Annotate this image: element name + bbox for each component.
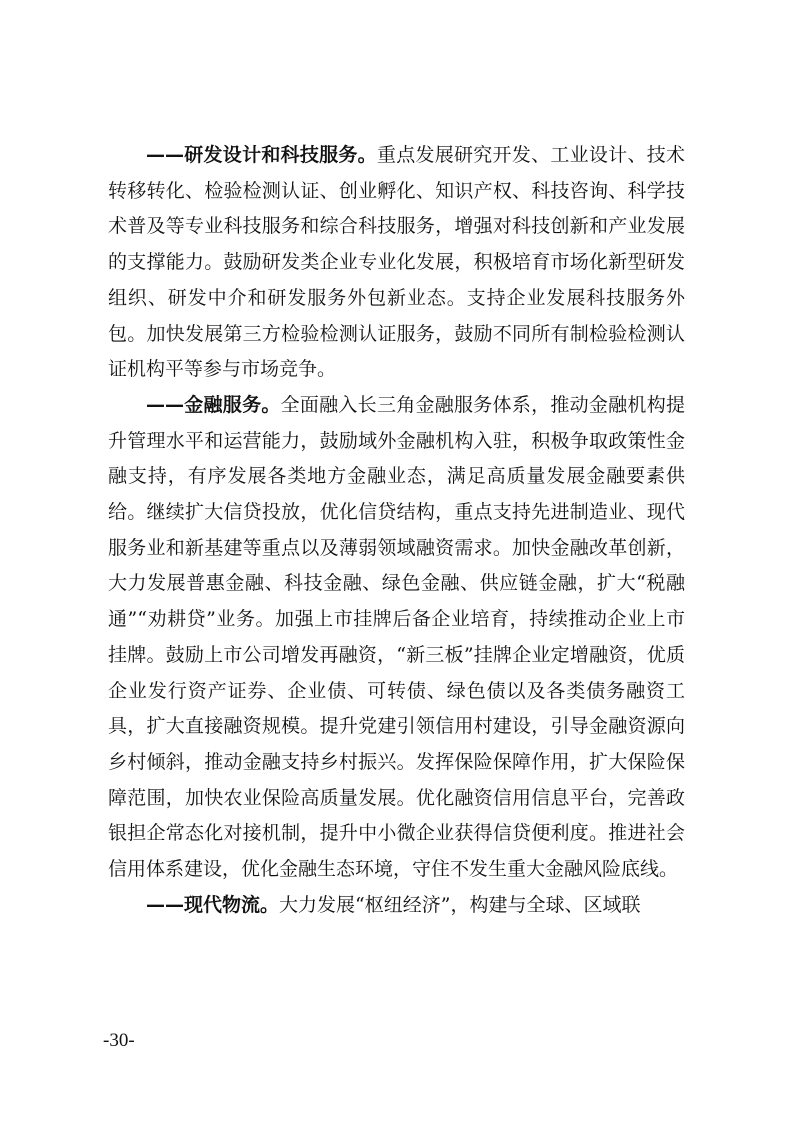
paragraph-financial-services: [108, 388, 685, 888]
page-number: -30-: [103, 1030, 135, 1051]
paragraph-text: 重点发展研究开发、工业设计、技术转移转化、检验检测认证、创业孵化、知识产权、科技咨询、科学技术普及等专业科技服务和综合科技服务，增强对科技创新和产业发展的支撑能力。鼓励研发类企业专业化发展，积极培育市场化新型研发组织、研发中介和研发服务外包新业态。支持企业发展科技服务外包。加快发展第三方检验检测认证服务，鼓励不同所有制检验检测认证机构平等参与市场竞争。: [108, 144, 685, 381]
document-body: [108, 138, 685, 923]
paragraph-text: 大力发展“枢纽经济”，构建与全球、区域联: [279, 893, 641, 916]
paragraph-text: 全面融入长三角金融服务体系，推动金融机构提升管理水平和运营能力，鼓励域外金融机构入驻，积极争取政策性金融支持，有序发展各类地方金融业态，满足高质量发展金融要素供给。继续扩大信贷投放，优化信贷结构，重点支持先进制造业、现代服务业和新基建等重点以及薄弱领域融资需求。加快金融改革创新，大力发展普惠金融、科技金融、绿色金融、供应链金融，扩大“税融通”“劝耕贷”业务。加强上市挂牌后备企业培育，持续推动企业上市挂牌。鼓励上市公司增发再融资，“新三板”挂牌企业定增融资，优质企业发行资产证券、企业债、可转债、绿色债以及各类债务融资工具，扩大直接融资规模。提升党建引领信用村建设，引导金融资源向乡村倾斜，推动金融支持乡村振兴。发挥保险保障作用，扩大保险保障范围，加快农业保险高质量发展。优化融资信用信息平台，完善政银担企常态化对接机制，提升中小微企业获得信贷便利度。推进社会信用体系建设，优化金融生态环境，守住不发生重大金融风险底线。: [108, 393, 685, 881]
paragraph-heading: ——现代物流。: [146, 893, 280, 916]
paragraph-rd-design-tech-services: [108, 138, 685, 388]
paragraph-heading: ——研发设计和科技服务。: [146, 144, 377, 166]
paragraph-modern-logistics: [108, 888, 685, 924]
paragraph-heading: ——金融服务。: [146, 393, 281, 416]
